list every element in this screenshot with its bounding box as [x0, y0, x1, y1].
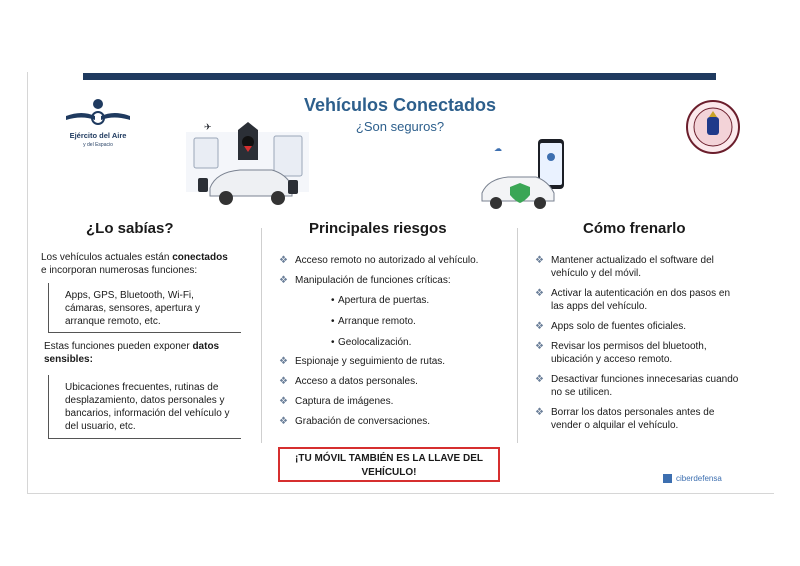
diamond-bullet-icon: ❖ — [279, 356, 288, 367]
risk-item: ❖ Acceso remoto no autorizado al vehículo. — [279, 255, 479, 266]
diamond-bullet-icon: ❖ — [535, 374, 544, 385]
svg-text:y del Espacio: y del Espacio — [83, 142, 113, 148]
risk-subitem: • Geolocalización. — [331, 336, 429, 349]
col1-intro2-text: Estas funciones pueden exponer — [44, 341, 193, 352]
phone-car-illustration — [478, 137, 578, 211]
divider-right — [517, 228, 518, 443]
col1-box-data — [48, 375, 241, 439]
divider-left — [261, 228, 262, 443]
diamond-bullet-icon: ❖ — [279, 416, 288, 427]
col3-heading: Cómo frenarlo — [583, 220, 686, 237]
diamond-bullet-icon: ❖ — [535, 288, 544, 299]
risk-item: ❖ Acceso a datos personales. — [279, 376, 418, 387]
alert-box: ¡TU MÓVIL TAMBIÉN ES LA LLAVE DEL VEHÍCULO! — [278, 447, 500, 482]
prevention-item: ❖ Revisar los permisos del bluetooth, ubicación y acceso remoto. — [535, 341, 707, 365]
diamond-bullet-icon: ❖ — [279, 376, 288, 387]
risk-subitem: • Apertura de puertas. — [331, 294, 429, 307]
col1-intro-bold: conectados — [172, 252, 228, 263]
diamond-bullet-icon: ❖ — [535, 321, 544, 332]
svg-text:☁: ☁ — [494, 144, 502, 153]
prevention-item: ❖ Mantener actualizado el software del vehículo y del móvil. — [535, 255, 714, 279]
hacker-car-illustration — [186, 120, 309, 212]
diamond-bullet-icon: ❖ — [535, 255, 544, 266]
risk-item: ❖ Manipulación de funciones críticas: — [279, 275, 451, 286]
risks-list-2 — [279, 355, 504, 428]
col1-intro — [41, 251, 246, 277]
top-bar — [83, 73, 716, 80]
risk-subitems — [331, 294, 429, 349]
diamond-bullet-icon: ❖ — [535, 341, 544, 352]
risk-item: ❖ Grabación de conversaciones. — [279, 416, 431, 427]
link-icon — [663, 474, 672, 483]
diamond-bullet-icon: ❖ — [279, 255, 288, 266]
col1-box1-text: Apps, GPS, Bluetooth, Wi-Fi, cámaras, sensores, apertura y arranque remoto, etc. — [65, 290, 201, 327]
col1-intro-rest: e incorporan numerosas funciones: — [41, 265, 198, 276]
col2-heading: Principales riesgos — [309, 220, 447, 237]
risk-item: ❖ Espionaje y seguimiento de rutas. — [279, 356, 446, 367]
col1-intro2 — [44, 340, 234, 366]
prevention-item: ❖ Desactivar funciones innecesarias cuando no se utilicen. — [535, 374, 739, 398]
prevention-list — [535, 254, 740, 432]
diamond-bullet-icon: ❖ — [279, 275, 288, 286]
col1-box2-text: Ubicaciones frecuentes, rutinas de desplazamiento, datos personales y bancarios, información del vehículo y del usuario, etc. — [65, 382, 230, 432]
svg-text:✈: ✈ — [204, 123, 212, 133]
col1-intro-text: Los vehículos actuales están — [41, 252, 173, 263]
page-title: Vehículos Conectados — [303, 95, 497, 115]
risk-item: ❖ Captura de imágenes. — [279, 396, 394, 407]
risk-subitem: • Arranque remoto. — [331, 315, 429, 328]
footer-link-text[interactable]: ciberdefensa — [676, 474, 722, 483]
page-subtitle: ¿Son seguros? — [355, 119, 445, 134]
prevention-item: ❖ Activar la autenticación en dos pasos en las apps del vehículo. — [535, 288, 730, 312]
col1-intro2-bold: datos sensibles: — [44, 341, 220, 365]
prevention-item: ❖ Borrar los datos personales antes de vender o alquilar el vehículo. — [535, 407, 715, 431]
col1-box-functions — [48, 283, 241, 333]
diamond-bullet-icon: ❖ — [279, 396, 288, 407]
risks-list — [279, 254, 504, 287]
diamond-bullet-icon: ❖ — [535, 407, 544, 418]
prevention-item: ❖ Apps solo de fuentes oficiales. — [535, 321, 687, 332]
svg-text:Ejército del Aire: Ejército del Aire — [69, 131, 127, 140]
footer-link[interactable] — [663, 474, 722, 483]
col1-heading: ¿Lo sabías? — [86, 220, 174, 237]
